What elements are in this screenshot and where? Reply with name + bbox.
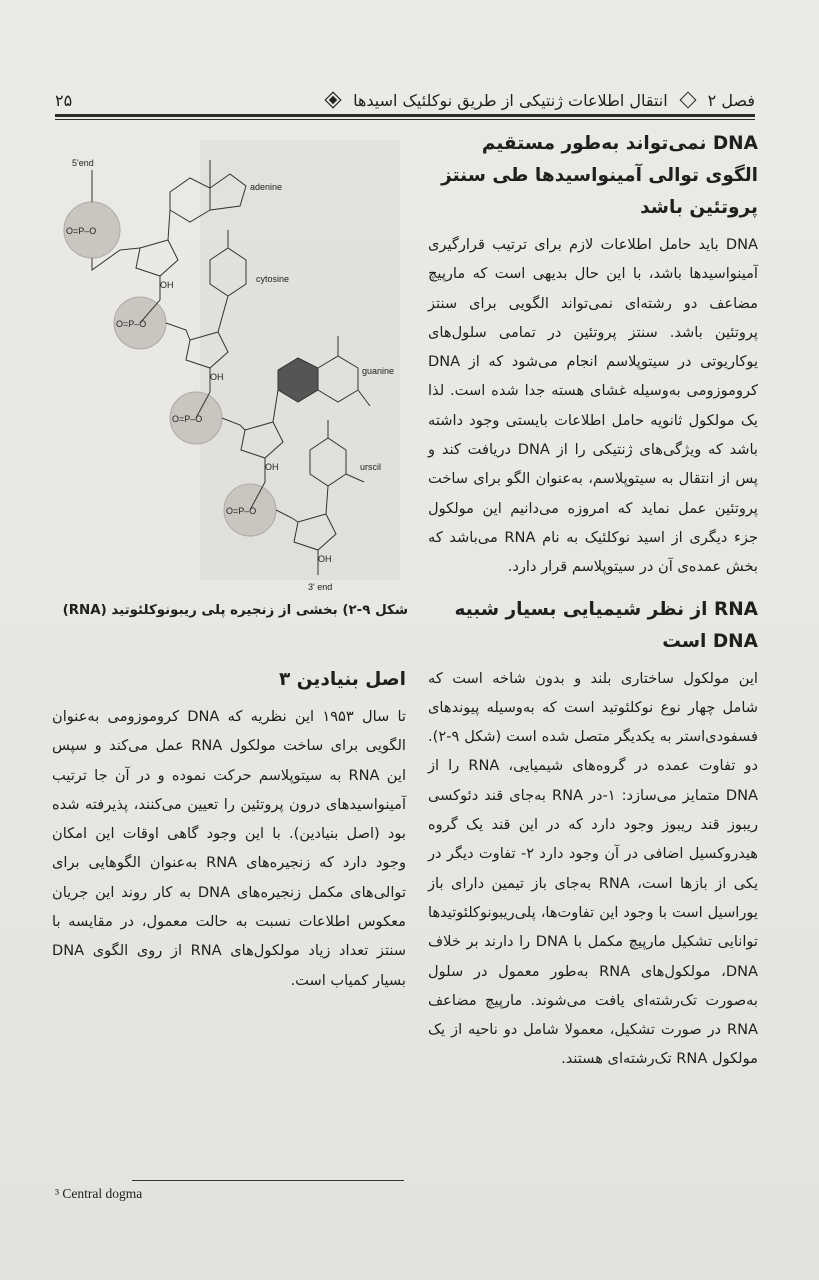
svg-text:OH: OH [210, 372, 224, 382]
section-heading-central-dogma: اصل بنیادین ۳ [279, 669, 406, 690]
diamond-icon [679, 92, 696, 109]
page-number: ۲۵ [55, 90, 73, 110]
section-heading-rna: RNA از نظر شیمیایی بسیار شبیه DNA است [454, 598, 758, 652]
label-adenine: adenine [250, 182, 283, 192]
paragraph-rna: این مولکول ساختاری بلند و بدون شاخه است که شامل چهار نوع نوکلئوتید است که به‌وسیله پیوندهای فسفودی‌استر به یکدیگر متصل شده است (شکل ۹-۲). دو تفاوت عمده در گروه‌های شیمیایی، RNA را از DNA متمایز می‌سازد: ۱-در RNA به‌جای قند دئوکسی ریبوز قند ریبوز وجود دارد که در این قند یک گروه هیدروکسیل اضافی در آن وجود دارد ۲- تفاوت دیگر در یکی از بازها است، RNA به‌جای باز تیمین دارای باز یوراسیل است با وجود این تفاوت‌ها، پلی‌ریبونوکلئوتیدها توانایی تشکیل مارپیچ مکمل با DNA را دارند بر خلاف DNA، مولکول‌های RNA به‌طور معمول در سلول به‌صورت تک‌رشته‌ای یافت می‌شوند. مارپیچ مضاعف RNA در صورت تشکیل، معمولا شامل دو ناحیه از یک مولکول RNA تک‌رشته‌ای هستند. [428, 669, 759, 1068]
running-header [55, 86, 755, 114]
label-uracil: urscil [360, 462, 382, 472]
chapter-label: فصل ۲ [707, 90, 755, 110]
footnote: ³ Central dogma [55, 1186, 143, 1201]
section-heading-dna: DNA نمی‌تواند به‌طور مستقیم الگوی توالی آمینواسیدها طی سنتز پروتئین باشد [441, 133, 758, 218]
svg-text:OH: OH [318, 554, 332, 564]
chapter-title: انتقال اطلاعات ژنتیکی از طریق نوکلئیک اسیدها [353, 90, 668, 110]
svg-text:O=P–O: O=P–O [226, 506, 257, 516]
header-rule [55, 114, 755, 117]
paragraph-central-dogma: تا سال ۱۹۵۳ این نظریه که DNA کروموزومی به‌عنوان الگویی برای ساخت مولکول RNA عمل می‌کند و سپس این RNA به سیتوپلاسم حرکت نموده و در آن جا ترتیب آمینواسیدهای درون پروتئین را تعیین می‌کنند، پذیرفته شده بود (اصل بنیادین). با این وجود گاهی اوقات این امکان وجود دارد که زنجیره‌های RNA به‌عنوان الگوهایی برای توالی‌های مکمل زنجیره‌های DNA به کار روند این جریان معکوس اطلاعات نسبت به حالت معمول، در مقایسه با سنتز تعداد زیاد مولکول‌های RNA از روی الگوی DNA بسیار کمیاب است. [52, 708, 406, 989]
header-rule-thin [55, 119, 755, 120]
svg-text:O=P–O: O=P–O [172, 414, 203, 424]
label-guanine: guanine [362, 366, 395, 376]
svg-text:O=P–O: O=P–O [66, 226, 97, 236]
rna-chain-figure [60, 130, 420, 600]
label-5end: 5'end [72, 158, 94, 168]
svg-text:OH: OH [265, 462, 279, 472]
svg-text:O=P–O: O=P–O [116, 319, 147, 329]
label-cytosine: cytosine [256, 274, 290, 284]
paragraph-dna: DNA باید حامل اطلاعات لازم برای ترتیب قرارگیری آمینواسیدها باشد، با این حال بدیهی است که مارپیچ مضاعف دو رشته‌ای نمی‌تواند الگویی برای سنتز پروتئین باشد. سنتز پروتئین در تمامی سلول‌های یوکاریوتی در سیتوپلاسم انجام می‌شود که از DNA کروموزومی به‌وسیله غشای هسته جدا شده است. لذا یک مولکول ثانویه حامل اطلاعات بایستی وجود داشته باشد که ویژگی‌های ژنتیکی را از DNA دریافت کند و پس از انتقال به سیتوپلاسم، به‌عنوان الگو برای ساخت پروتئین عمل نماید که امروزه می‌دانیم این مولکول جزء دیگری از اسید نوکلئیک به نام RNA می‌باشد که بخش عمده‌ی آن در سیتوپلاسم قرار دارد. [428, 236, 758, 576]
label-3end: 3' end [308, 582, 333, 592]
left-column [52, 664, 406, 1007]
footnote-rule [132, 1180, 404, 1181]
right-column [428, 128, 758, 1086]
svg-text:OH: OH [160, 280, 174, 290]
figure-caption: شکل ۹-۲) بخشی از زنجیره پلی ریبونوکلئوتید (RNA) [62, 603, 408, 618]
diamond-filled-icon [325, 92, 342, 109]
